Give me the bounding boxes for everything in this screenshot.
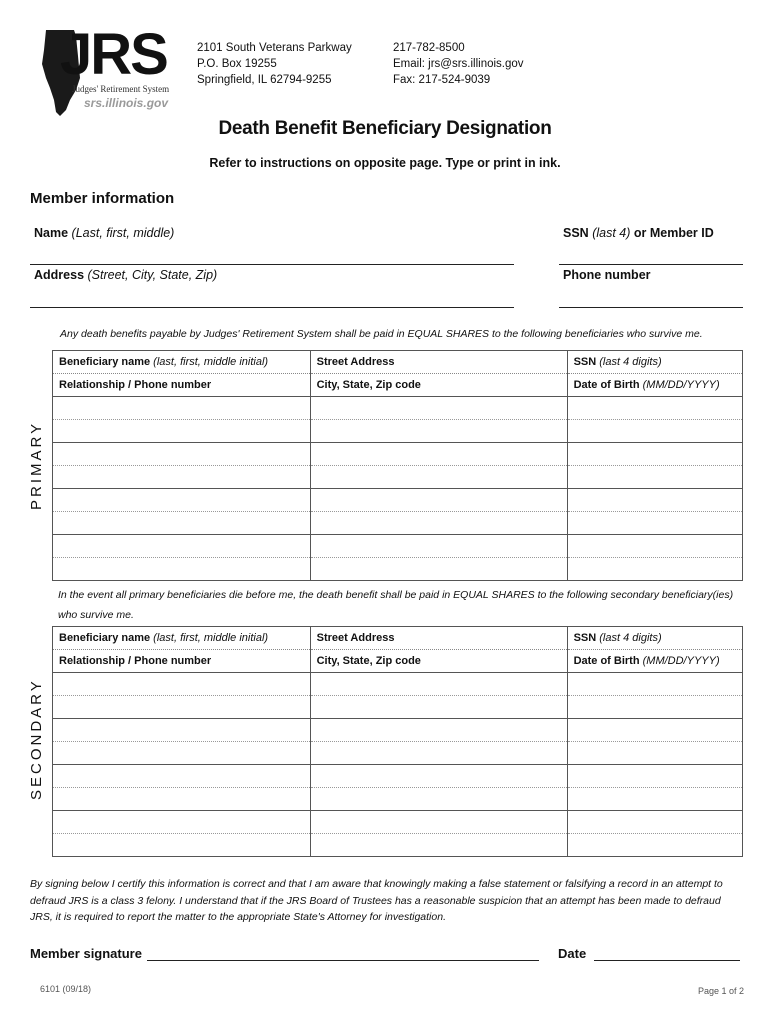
- header-relationship-phone: Relationship / Phone number: [53, 650, 311, 673]
- member-info-heading: Member information: [30, 190, 175, 207]
- secondary-beneficiary-table: [52, 626, 743, 857]
- primary-beneficiary-table: [52, 350, 743, 581]
- table-row: [53, 673, 743, 696]
- header-beneficiary-name: Beneficiary name (last, first, middle initial): [53, 351, 311, 374]
- input-cell[interactable]: [53, 443, 311, 466]
- input-cell[interactable]: [53, 397, 311, 420]
- input-cell[interactable]: [567, 466, 742, 489]
- input-cell[interactable]: [310, 765, 567, 788]
- header-street-address: Street Address: [310, 627, 567, 650]
- secondary-note-line: who survive me.: [58, 609, 134, 621]
- input-cell[interactable]: [567, 673, 742, 696]
- table-row: [53, 558, 743, 581]
- table-header-row: [53, 627, 743, 650]
- input-cell[interactable]: [567, 558, 742, 581]
- primary-side-label: PRIMARY: [28, 420, 45, 510]
- input-cell[interactable]: [53, 834, 311, 857]
- contact-info: [393, 40, 524, 88]
- date-label: Date: [558, 946, 587, 961]
- input-cell[interactable]: [310, 719, 567, 742]
- address-label: Address: [34, 268, 85, 282]
- table-row: [53, 742, 743, 765]
- input-cell[interactable]: [53, 558, 311, 581]
- input-cell[interactable]: [310, 834, 567, 857]
- name-label: Name: [34, 226, 69, 240]
- input-cell[interactable]: [53, 512, 311, 535]
- input-cell[interactable]: [53, 742, 311, 765]
- table-row: [53, 535, 743, 558]
- input-cell[interactable]: [310, 696, 567, 719]
- date-input-line[interactable]: [594, 960, 740, 961]
- input-cell[interactable]: [53, 788, 311, 811]
- table-header-row: [53, 351, 743, 374]
- header-date-of-birth: Date of Birth (MM/DD/YYYY): [567, 650, 742, 673]
- member-id-label: or Member ID: [630, 226, 714, 240]
- input-cell[interactable]: [310, 558, 567, 581]
- input-cell[interactable]: [567, 719, 742, 742]
- input-cell[interactable]: [310, 397, 567, 420]
- input-cell[interactable]: [53, 466, 311, 489]
- form-instructions: Refer to instructions on opposite page. Type or print in ink.: [209, 156, 561, 170]
- secondary-note-line: In the event all primary beneficiaries die before me, the death benefit shall be paid in EQUAL SHARES to the following secondary beneficiary(ies): [58, 589, 734, 601]
- input-cell[interactable]: [53, 673, 311, 696]
- input-cell[interactable]: [310, 673, 567, 696]
- input-cell[interactable]: [567, 696, 742, 719]
- input-cell[interactable]: [310, 535, 567, 558]
- header-city-state-zip: City, State, Zip code: [310, 374, 567, 397]
- address-input-line[interactable]: [30, 307, 514, 308]
- input-cell[interactable]: [53, 420, 311, 443]
- table-row: [53, 788, 743, 811]
- input-cell[interactable]: [53, 696, 311, 719]
- table-row: [53, 466, 743, 489]
- input-cell[interactable]: [567, 489, 742, 512]
- input-cell[interactable]: [53, 811, 311, 834]
- header-ssn: SSN (last 4 digits): [567, 351, 742, 374]
- phone-text: 217-782-8500: [393, 42, 465, 54]
- phone-field-label: Phone number: [563, 268, 651, 282]
- name-hint: (Last, first, middle): [71, 226, 175, 240]
- header-relationship-phone: Relationship / Phone number: [53, 374, 311, 397]
- table-row: [53, 512, 743, 535]
- input-cell[interactable]: [310, 443, 567, 466]
- header-street-address: Street Address: [310, 351, 567, 374]
- ssn-label: SSN: [563, 226, 589, 240]
- table-row: [53, 765, 743, 788]
- ssn-hint: (last 4): [592, 226, 631, 240]
- input-cell[interactable]: [53, 719, 311, 742]
- input-cell[interactable]: [567, 742, 742, 765]
- input-cell[interactable]: [567, 443, 742, 466]
- address-hint: (Street, City, State, Zip): [87, 268, 218, 282]
- primary-note: Any death benefits payable by Judges' Retirement System shall be paid in EQUAL SHARES to the following beneficiaries who survive me.: [60, 328, 703, 340]
- input-cell[interactable]: [53, 535, 311, 558]
- table-row: [53, 719, 743, 742]
- name-field-label: [34, 226, 174, 240]
- input-cell[interactable]: [310, 742, 567, 765]
- input-cell[interactable]: [53, 489, 311, 512]
- input-cell[interactable]: [310, 512, 567, 535]
- ssn-field-label: [563, 226, 714, 240]
- page-number: Page 1 of 2: [698, 986, 745, 996]
- input-cell[interactable]: [567, 788, 742, 811]
- header-city-state-zip: City, State, Zip code: [310, 650, 567, 673]
- input-cell[interactable]: [567, 397, 742, 420]
- phone-input-line[interactable]: [559, 307, 743, 308]
- table-row: [53, 420, 743, 443]
- input-cell[interactable]: [53, 765, 311, 788]
- table-row: [53, 397, 743, 420]
- mailing-address: [197, 40, 352, 88]
- header-ssn: SSN (last 4 digits): [567, 627, 742, 650]
- logo-subtitle: Judges' Retirement System: [72, 84, 170, 94]
- address-line: Springfield, IL 62794-9255: [197, 74, 332, 86]
- input-cell[interactable]: [310, 788, 567, 811]
- input-cell[interactable]: [567, 420, 742, 443]
- input-cell[interactable]: [567, 535, 742, 558]
- input-cell[interactable]: [567, 765, 742, 788]
- table-row: [53, 696, 743, 719]
- address-line: P.O. Box 19255: [197, 58, 277, 70]
- input-cell[interactable]: [567, 834, 742, 857]
- form-code: 6101 (09/18): [40, 984, 92, 994]
- secondary-side-label: SECONDARY: [28, 678, 45, 800]
- address-field-label: [34, 268, 217, 282]
- header-beneficiary-name: Beneficiary name (last, first, middle initial): [53, 627, 311, 650]
- table-row: [53, 834, 743, 857]
- certification-statement: By signing below I certify this information is correct and that I am aware that knowingly making a false statement or falsifying a record in an attempt to defraud JRS is a class 3 felony. I understand that if the JRS Board of Trustees has a reasonable suspicion that an attempt has been made to defraud JRS, it is required to report the matter to the appropriate State's Attorney for investigation.: [30, 878, 723, 923]
- secondary-note: [58, 585, 748, 625]
- page-title: Death Benefit Beneficiary Designation: [218, 118, 552, 139]
- address-line: 2101 South Veterans Parkway: [197, 42, 352, 54]
- table-row: [53, 443, 743, 466]
- signature-input-line[interactable]: [147, 960, 539, 961]
- table-row: [53, 489, 743, 512]
- header-date-of-birth: Date of Birth (MM/DD/YYYY): [567, 374, 742, 397]
- logo-letters: JRS: [60, 22, 167, 87]
- table-header-row: [53, 374, 743, 397]
- input-cell[interactable]: [567, 811, 742, 834]
- email-text: Email: jrs@srs.illinois.gov: [393, 58, 524, 70]
- input-cell[interactable]: [310, 466, 567, 489]
- member-signature-label: Member signature: [30, 946, 142, 961]
- table-header-row: [53, 650, 743, 673]
- website-url: srs.illinois.gov: [84, 96, 169, 110]
- table-row: [53, 811, 743, 834]
- name-input-line[interactable]: [30, 264, 514, 265]
- ssn-input-line[interactable]: [559, 264, 743, 265]
- input-cell[interactable]: [567, 512, 742, 535]
- input-cell[interactable]: [310, 420, 567, 443]
- input-cell[interactable]: [310, 489, 567, 512]
- fax-text: Fax: 217-524-9039: [393, 74, 491, 86]
- input-cell[interactable]: [310, 811, 567, 834]
